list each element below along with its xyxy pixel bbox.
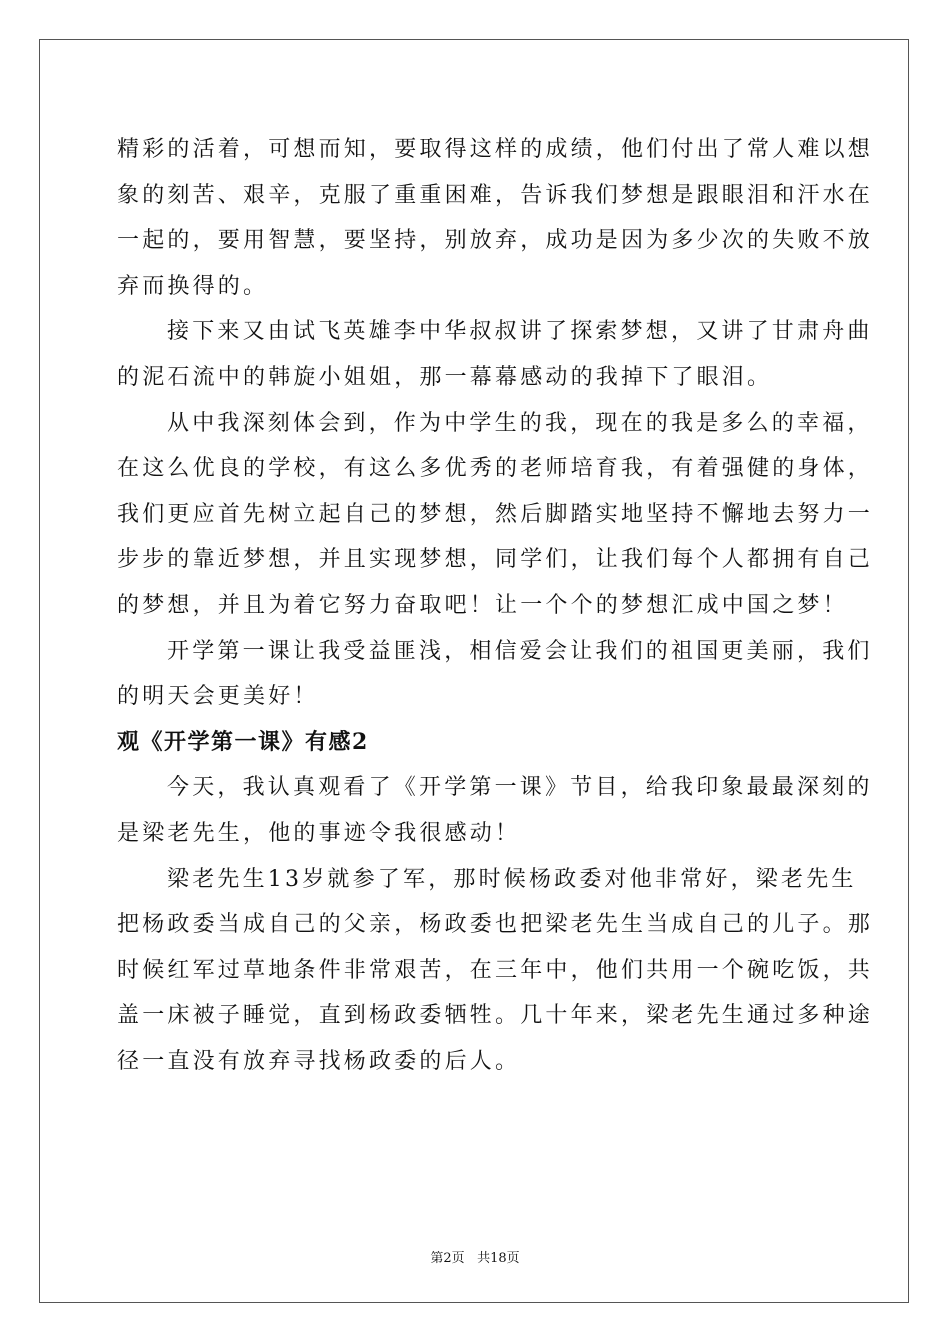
text-line: 梁老先生13岁就参了军，那时候杨政委对他非常好，梁老先生 <box>167 866 857 892</box>
paragraph-6 <box>117 857 874 1085</box>
text-line: 的梦想，并且为着它努力奋取吧！让一个个的梦想汇成中国之梦！ <box>117 592 848 618</box>
section-heading: 观《开学第一课》有感2 <box>117 728 369 755</box>
text-line: 在这么优良的学校，有这么多优秀的老师培育我，有着强健的身体， <box>117 456 874 482</box>
text-line: 的泥石流中的韩旋小姐姐，那一幕幕感动的我掉下了眼泪。 <box>117 364 773 390</box>
document-body <box>117 127 874 1084</box>
paragraph-3 <box>117 401 874 629</box>
text-line: 盖一床被子睡觉，直到杨政委牺牲。几十年来，梁老先生通过多种途 <box>117 1003 874 1029</box>
paragraph-1 <box>117 127 874 309</box>
text-line: 步步的靠近梦想，并且实现梦想，同学们，让我们每个人都拥有自己 <box>117 547 874 573</box>
text-line: 接下来又由试飞英雄李中华叔叔讲了探索梦想，又讲了甘肃舟曲 <box>167 319 873 345</box>
page-total: 共18页 <box>477 1251 520 1266</box>
text-line: 精彩的活着，可想而知，要取得这样的成绩，他们付出了常人难以想 <box>117 137 874 162</box>
text-line: 象的刻苦、艰辛，克服了重重困难，告诉我们梦想是跟眼泪和汗水在 <box>117 182 874 208</box>
text-line: 今天，我认真观看了《开学第一课》节目，给我印象最最深刻的 <box>167 775 873 801</box>
paragraph-5 <box>117 765 873 856</box>
text-line: 弃而换得的。 <box>117 273 269 299</box>
paragraph-4 <box>117 629 873 720</box>
page-footer <box>0 1247 950 1266</box>
text-line: 是梁老先生，他的事迹令我很感动！ <box>117 820 521 846</box>
text-line: 开学第一课让我受益匪浅，相信爱会让我们的祖国更美丽，我们 <box>167 638 873 664</box>
paragraph-2 <box>117 309 873 400</box>
text-line: 从中我深刻体会到，作为中学生的我，现在的我是多么的幸福， <box>167 410 873 436</box>
text-line: 的明天会更美好！ <box>117 684 319 710</box>
text-line: 径一直没有放弃寻找杨政委的后人。 <box>117 1048 521 1074</box>
page-number: 第2页 <box>430 1251 465 1266</box>
text-line: 一起的，要用智慧，要坚持，别放弃，成功是因为多少次的失败不放 <box>117 228 874 254</box>
text-line: 把杨政委当成自己的父亲，杨政委也把梁老先生当成自己的儿子。那 <box>117 912 874 938</box>
text-line: 我们更应首先树立起自己的梦想，然后脚踏实地坚持不懈地去努力一 <box>117 501 874 527</box>
text-line: 时候红军过草地条件非常艰苦，在三年中，他们共用一个碗吃饭，共 <box>117 957 874 983</box>
